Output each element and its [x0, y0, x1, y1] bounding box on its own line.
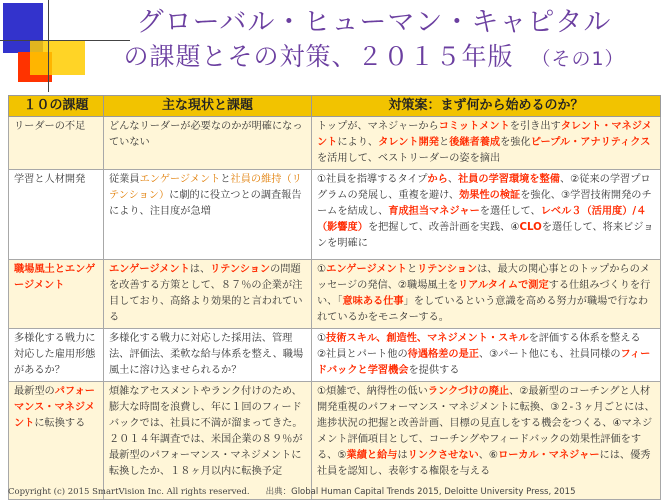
- text-segment: ①煩雑で、納得性の低い: [317, 386, 428, 397]
- title-line-2: [80, 40, 668, 76]
- text-segment: エンゲージメント: [326, 264, 407, 275]
- text-segment: 煩雑なアセスメントやランク付けのため、膨大な時間を浪費し、年に１回のフィードバックでは、社員に不満が溜まってきた。２０１４年調査では、米国企業の８９％が最新型のパフォーマンス・マネジメントに転換したか、１８ヶ月以内に転換予定: [109, 386, 303, 477]
- text-segment: を活用して、ベストリーダーの姿を摘出: [317, 153, 501, 164]
- text-segment: エンゲージメント: [109, 264, 190, 275]
- text-segment: 育成担当マネジャー: [388, 206, 480, 217]
- issues-table: [8, 95, 661, 500]
- header-issue: １０の課題: [9, 96, 104, 117]
- text-segment: 学習と人材開発: [14, 174, 86, 185]
- text-segment: と: [406, 264, 418, 275]
- row-status: [104, 260, 312, 329]
- text-segment: 後継者養成: [449, 137, 501, 148]
- text-segment: を強化: [500, 137, 531, 148]
- table-row: [9, 117, 661, 170]
- header-status: 主な現状と課題: [104, 96, 312, 117]
- row-topic: [9, 170, 104, 260]
- text-segment: 職場風土とエンゲージメント: [14, 264, 96, 291]
- table-row: [9, 382, 661, 500]
- table-header-row: [9, 96, 661, 117]
- text-segment: 、⑥: [478, 450, 499, 461]
- row-action: [312, 117, 661, 170]
- row-action: [312, 260, 661, 329]
- text-segment: リンクさせない: [407, 450, 479, 461]
- text-segment: 技術スキル、創造性、マネジメント・スキル: [326, 333, 529, 344]
- text-segment: は、最大の関心事とのトップからのメッセージの発信、②職場風土を: [317, 264, 650, 291]
- table-row: [9, 329, 661, 382]
- text-segment: 最新型の: [14, 386, 55, 397]
- text-segment: パフォーマンス・マネジメント: [14, 386, 95, 429]
- text-segment: どんなリーダーが必要なのかが明確になっていない: [109, 121, 303, 148]
- decor-yellow-square: [30, 40, 85, 75]
- row-action: [312, 382, 661, 500]
- text-segment: は、: [189, 264, 211, 275]
- text-segment: 効果性の検証: [459, 190, 521, 201]
- text-segment: ランクづけの廃止: [427, 386, 510, 397]
- row-status: [104, 170, 312, 260]
- source-citation: 出典：Global Human Capital Trends 2015, Deloitte University Press, 2015: [265, 487, 576, 497]
- title-part-label: （その1）: [531, 48, 625, 70]
- text-segment: を把握して、改善計画を実践、④: [367, 222, 520, 233]
- row-status: [104, 382, 312, 500]
- text-segment: する仕組みづくりを行い、「: [317, 280, 651, 307]
- text-segment: 待遇格差の是正: [407, 349, 479, 360]
- text-segment: に転換する: [34, 418, 86, 429]
- text-segment: と: [220, 174, 231, 185]
- text-segment: CLO: [519, 222, 542, 233]
- text-segment: を選任して、: [479, 206, 541, 217]
- text-segment: エンゲージメント: [139, 174, 221, 185]
- text-segment: を引き出す: [509, 121, 561, 132]
- text-segment: ①: [317, 333, 327, 344]
- text-segment: と: [439, 137, 450, 148]
- table-row: [9, 170, 661, 260]
- text-segment: により、: [337, 137, 379, 148]
- text-segment: ①: [317, 264, 327, 275]
- text-segment: トップが、マネジャーから: [317, 121, 439, 132]
- row-topic: [9, 117, 104, 170]
- title-line-1: グローバル・ヒューマン・キャピタル: [136, 7, 612, 38]
- text-segment: を選任して、将来ビジョンを明確に: [317, 222, 654, 249]
- text-segment: は: [397, 450, 408, 461]
- text-segment: 社員の学習環境を整備: [458, 174, 560, 185]
- text-segment: に劇的に役立つとの調査報告により、注目度が急増: [109, 190, 302, 217]
- row-topic: [9, 260, 104, 329]
- text-segment: ①社員を指導するタイプ: [317, 174, 428, 185]
- text-segment: タレント・マネジメント: [317, 121, 652, 148]
- header-action: 対策案：まず何から始めるのか？: [312, 96, 661, 117]
- text-segment: 、③パート他にも、社員同様の: [478, 349, 621, 360]
- decor-vertical-line: [48, 0, 49, 92]
- text-segment: 」をしているという意識を高める努力が職場で行なわれているかをモニターする。: [317, 296, 649, 323]
- row-action: [312, 329, 661, 382]
- text-segment: 、②従来の学習プログラムの発展し、重複を避け、: [317, 174, 651, 201]
- text-segment: 意味ある仕事: [342, 296, 404, 307]
- text-segment: を提供する: [408, 365, 460, 376]
- row-action: [312, 170, 661, 260]
- table-row: [9, 260, 661, 329]
- text-segment: ピープル・アナリティクス: [530, 137, 651, 148]
- slide-title: [80, 6, 668, 80]
- text-segment: タレント開発: [378, 137, 439, 148]
- copyright-text: Copyright (c) 2015 SmartVision Inc. All rights reserved.: [8, 487, 250, 497]
- row-topic: [9, 382, 104, 500]
- row-status: [104, 117, 312, 170]
- text-segment: 業績と給与: [346, 450, 398, 461]
- text-segment: リーダーの不足: [14, 121, 86, 132]
- text-segment: レベル３（活用度）/４（影響度）: [317, 206, 647, 233]
- text-segment: フィードバックと学習機会: [317, 349, 651, 376]
- row-status: [104, 329, 312, 382]
- text-segment: 、②最新型のコーチングと人材開発重視のパフォーマンス・マネジメントに転換、③２-３ヶ月ごとには、進捗状況の把握と改善計画、目標の見直しをする機会をつくる、④マネジメント評価項目として、コーチングやフィードバックの効果性評価をする、⑤: [317, 386, 655, 461]
- text-segment: 多様化する戦力に対応した採用法、管理法、評価法、柔軟な給与体系を整え、職場風土に溶け込ませられるか？: [109, 333, 304, 376]
- text-segment: 、: [447, 174, 459, 185]
- text-segment: リテンション: [417, 264, 478, 275]
- text-segment: から: [427, 174, 448, 185]
- text-segment: を強化、③学習技術開発のチームを結成し、: [317, 190, 652, 217]
- text-segment: 多様化する戦力に対応した雇用形態があるか？: [14, 333, 96, 376]
- text-segment: コミットメント: [438, 121, 510, 132]
- text-segment: を評価する体系を整える ②社員とパート他の: [317, 333, 651, 360]
- text-segment: の問題を改善する方策として、８７％の企業が注目しており、高絡より効果的と言われている: [109, 264, 303, 323]
- row-topic: [9, 329, 104, 382]
- title-line-2-text: の課題とその対策、２０１５年版: [123, 42, 514, 71]
- text-segment: には、優秀社員を認知し、表彰する権限を与える: [317, 450, 651, 477]
- text-segment: リテンション: [210, 264, 271, 275]
- text-segment: リアルタイムで測定: [457, 280, 549, 291]
- footer: [8, 485, 660, 497]
- text-segment: ローカル・マネジャー: [498, 450, 600, 461]
- text-segment: 社員の維持（リテンション）: [109, 174, 302, 201]
- text-segment: 従業員: [109, 174, 140, 185]
